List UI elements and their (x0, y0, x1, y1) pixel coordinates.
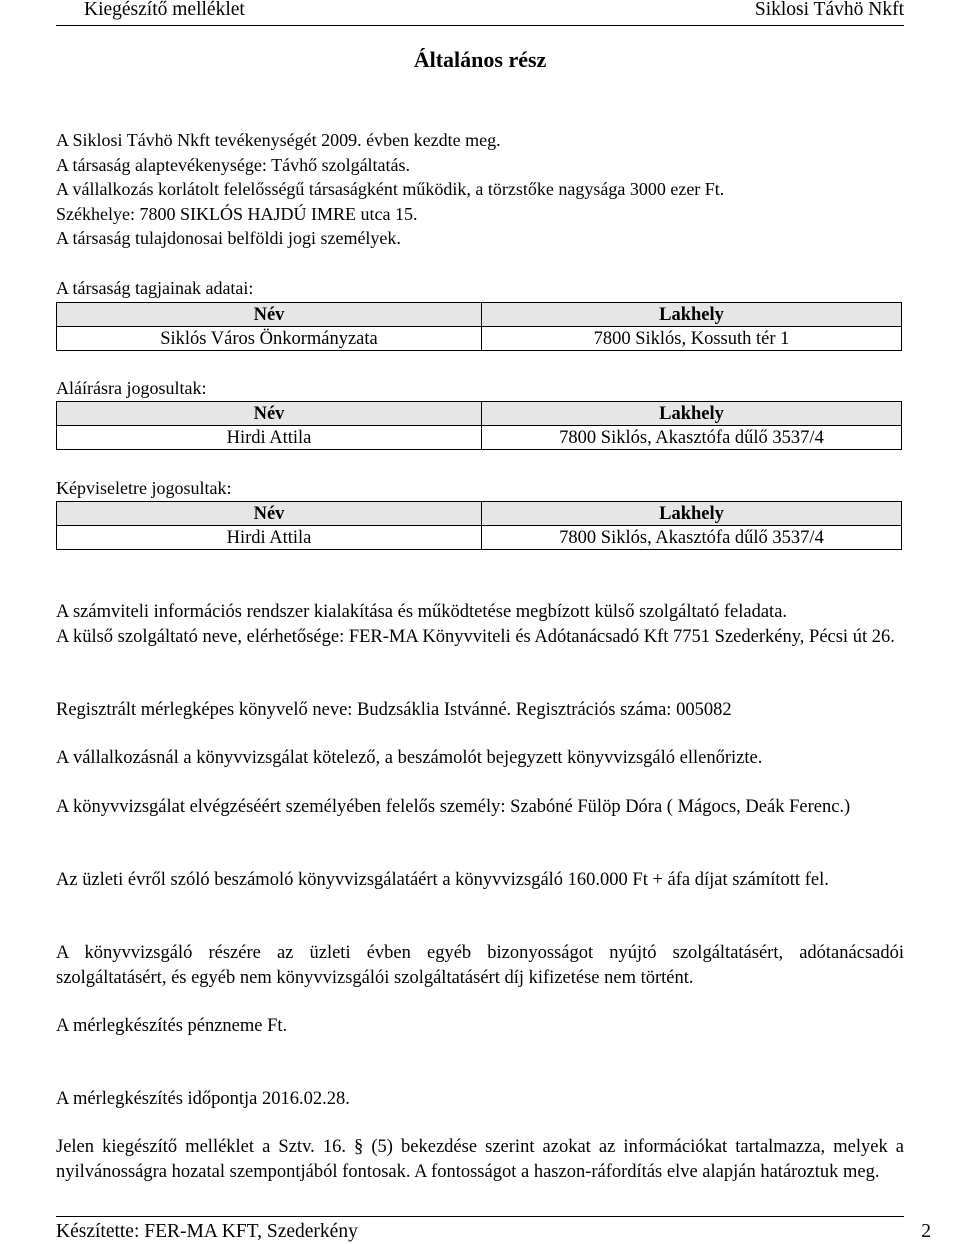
intro-line: A társaság alaptevékenysége: Távhő szolgáltatás. (56, 154, 411, 175)
other-services-paragraph: A könyvvizsgáló részére az üzleti évben egyéb bizonyosságot nyújtó szolgáltatásért, adótanácsadói szolgáltatásért, és egyéb nem könyvvizsgálói szolgáltatásért díj kifizetése nem történt. (56, 943, 904, 988)
table-header-row (57, 402, 902, 426)
accounting-system-paragraph: A számviteli információs rendszer kialakítása és működtetése megbízott külső szolgáltató feladata. (56, 602, 788, 622)
date-paragraph: A mérlegkészítés időpontja 2016.02.28. (56, 1089, 350, 1109)
table-row (57, 327, 902, 351)
table-header-row (57, 502, 902, 526)
header-company-name: Siklosi Távhö Nkft (754, 0, 904, 20)
representative-residence-cell: 7800 Siklós, Akasztófa dűlő 3537/4 (482, 526, 902, 550)
table-row (57, 426, 902, 450)
signatories-label: Aláírásra jogosultak: (56, 378, 207, 398)
members-table (56, 302, 902, 351)
column-header-residence: Lakhely (482, 502, 902, 526)
signatories-table (56, 401, 902, 450)
accounting-provider-paragraph: A külső szolgáltató neve, elérhetősége: FER-MA Könyvviteli és Adótanácsadó Kft 7751 Szederkény, Pécsi út 26. (56, 627, 895, 647)
intro-line: Székhelye: 7800 SIKLÓS HAJDÚ IMRE utca 15. (56, 203, 418, 224)
representatives-table (56, 501, 902, 550)
closing-paragraph: Jelen kiegészítő melléklet a Sztv. 16. § (5) bekezdése szerint azokat az információkat tartalmazza, melyek a nyilvánosságra hozatal szempontjából fontosak. A fontosságot a haszon-ráfordítás elve alapján határoztuk meg. (56, 1137, 904, 1182)
member-name-cell: Siklós Város Önkormányzata (57, 327, 482, 351)
representative-name-cell: Hirdi Attila (57, 526, 482, 550)
accountant-paragraph: Regisztrált mérlegképes könyvelő neve: Budzsáklia Istvánné. Regisztrációs száma: 005082 (56, 700, 732, 720)
page-number: 2 (921, 1221, 931, 1242)
column-header-residence: Lakhely (482, 402, 902, 426)
representatives-label: Képviseletre jogosultak: (56, 478, 232, 498)
signatory-residence-cell: 7800 Siklós, Akasztófa dűlő 3537/4 (482, 426, 902, 450)
audit-required-paragraph: A vállalkozásnál a könyvvizsgálat kötelező, a beszámolót bejegyzett könyvvizsgáló ellenőrizte. (56, 748, 763, 768)
intro-line: A vállalkozás korlátolt felelősségű társaságként működik, a törzstőke nagysága 3000 ezer Ft. (56, 179, 725, 199)
column-header-name: Név (57, 402, 482, 426)
table-row (57, 526, 902, 550)
intro-line: A Siklosi Távhö Nkft tevékenységét 2009. évben kezdte meg. (56, 130, 501, 150)
column-header-name: Név (57, 303, 482, 327)
footer-author: Készítette: FER-MA KFT, Szederkény (56, 1221, 358, 1242)
members-label: A társaság tagjainak adatai: (56, 278, 254, 298)
intro-line: A társaság tulajdonosai belföldi jogi személyek. (56, 228, 401, 248)
page-footer (56, 1220, 931, 1244)
page-title: Általános rész (413, 47, 547, 72)
column-header-name: Név (57, 502, 482, 526)
audit-person-paragraph: A könyvvizsgálat elvégzéséért személyében felelős személy: Szabóné Fülöp Dóra ( Mágocs, Deák Ferenc.) (56, 797, 851, 817)
page-header (84, 0, 904, 26)
header-left-title: Kiegészítő melléklet (84, 0, 245, 20)
audit-fee-paragraph: Az üzleti évről szóló beszámoló könyvvizsgálatáért a könyvvizsgáló 160.000 Ft + áfa díjat számított fel. (56, 870, 829, 890)
header-divider (56, 25, 904, 26)
currency-paragraph: A mérlegkészítés pénzneme Ft. (56, 1016, 288, 1036)
member-residence-cell: 7800 Siklós, Kossuth tér 1 (482, 327, 902, 351)
signatory-name-cell: Hirdi Attila (57, 426, 482, 450)
intro-section (56, 128, 904, 251)
footer-divider (56, 1216, 904, 1217)
table-header-row (57, 303, 902, 327)
column-header-residence: Lakhely (482, 303, 902, 327)
